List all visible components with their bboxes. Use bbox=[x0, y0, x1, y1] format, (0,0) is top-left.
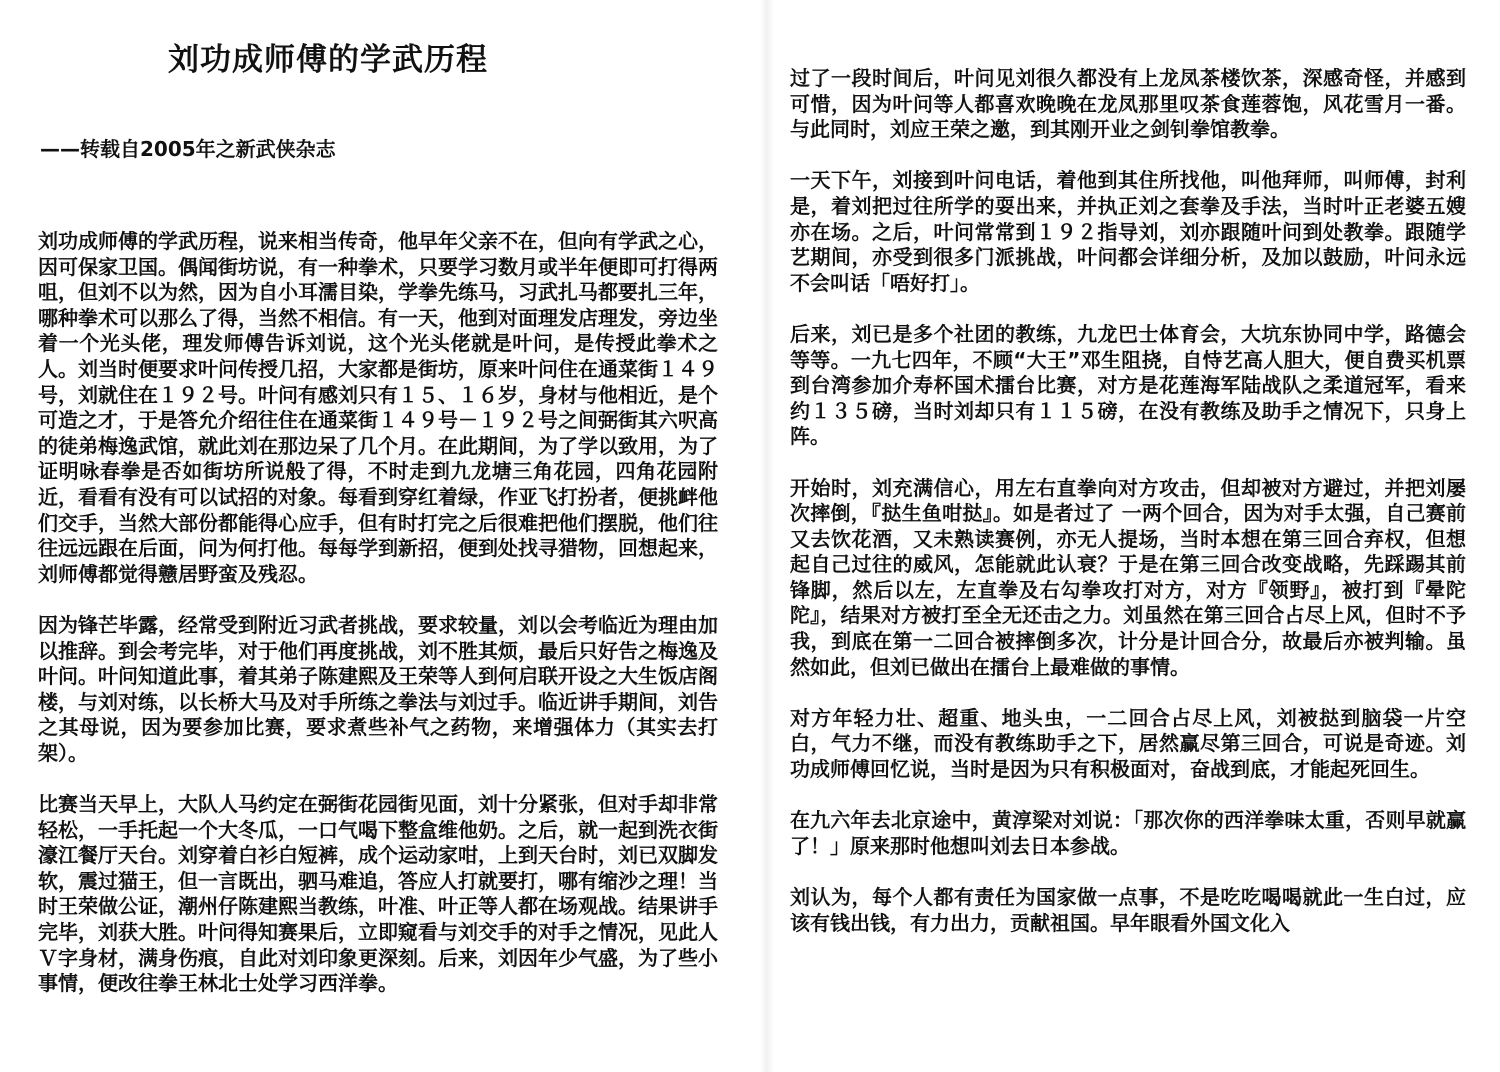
article-title: 刘功成师傅的学武历程 bbox=[168, 42, 488, 78]
article-subtitle: ——转载自2005年之新武侠杂志 bbox=[40, 137, 336, 161]
paragraph: 在九六年去北京途中，黄淳梁对刘说：「那次你的西洋拳味太重，否则早就赢了！」原来那时他想叫刘去日本参战。 bbox=[790, 808, 1466, 858]
paragraph: 比赛当天早上，大队人马约定在弼街花园街见面，刘十分紧张，但对手却非常轻松，一手托起一个大冬瓜，一口气喝下整盒维他奶。之后，就一起到洗衣街濠江餐厅天台。刘穿着白衫白短裤，成个运动家咁，上到天台时，刘已双脚发软，震过猫王，但一言既出，驷马难追，答应人打就要打，哪有缩沙之理！当时王荣做公证，潮州仔陈建熙当教练，叶准、叶正等人都在场观战。结果讲手完毕，刘获大胜。叶问得知赛果后，立即窥看与刘交手的对手之情况，见此人Ｖ字身材，满身伤痕，自此对刘印象更深刻。后来，刘因年少气盛，为了些小事情，便改往拳王林北士处学习西洋拳。 bbox=[38, 792, 718, 996]
paragraph: 刘认为，每个人都有责任为国家做一点事，不是吃吃喝喝就此一生白过，应该有钱出钱，有力出力，贡献祖国。早年眼看外国文化入 bbox=[790, 885, 1466, 935]
right-column bbox=[790, 66, 1466, 962]
paragraph: 开始时，刘充满信心，用左右直拳向对方攻击，但却被对方避过，并把刘屡次摔倒，『挞生鱼咁挞』。如是者过了 一两个回合，因为对手太强，自己赛前又去饮花酒，又未熟读赛例，亦无人提场，当时本想在第三回合弃权，但想起自己过往的威风，怎能就此认衰？于是在第三回合改变战略，先踩踢其前锋脚，然后以左，左直拳及右勾拳攻打对方，对方『领野』，被打到『晕陀陀』，结果对方被打至全无还击之力。刘虽然在第三回合占尽上风，但时不予我，到底在第一二回合被摔倒多次，计分是计回合分，故最后亦被判输。虽然如此，但刘已做出在擂台上最难做的事情。 bbox=[790, 475, 1466, 679]
paragraph: 过了一段时间后，叶问见刘很久都没有上龙凤茶楼饮茶，深感奇怪，并感到可惜，因为叶问等人都喜欢晚晚在龙凤那里叹茶食莲蓉饱，风花雪月一番。与此同时，刘应王荣之邀，到其刚开业之剑钊拳馆教拳。 bbox=[790, 66, 1466, 142]
paragraph: 对方年轻力壮、超重、地头虫，一二回合占尽上风，刘被挞到脑袋一片空白，气力不继，而没有教练助手之下，居然赢尽第三回合，可说是奇迹。刘功成师傅回忆说，当时是因为只有积极面对，奋战到底，才能起死回生。 bbox=[790, 705, 1466, 782]
paragraph: 刘功成师傅的学武历程，说来相当传奇，他早年父亲不在，但向有学武之心，因可保家卫国。偶闻街坊说，有一种拳术，只要学习数月或半年便即可打得两咀，但刘不以为然，因为自小耳濡目染，学拳先练马，习武扎马都要扎三年，哪种拳术可以那么了得，当然不相信。有一天，他到对面理发店理发，旁边坐着一个光头佬，理发师傅告诉刘说，这个光头佬就是叶问，是传授此拳术之人。刘当时便要求叶问传授几招，大家都是街坊，原来叶问住在通菜街１４９号，刘就住在１９２号。叶问有感刘只有１５、１６岁，身材与他相近，是个可造之才，于是答允介绍往住在通菜街１４９号－１９２号之间弼街其六呎高的徒弟梅逸武馆，就此刘在那边呆了几个月。在此期间，为了学以致用，为了证明咏春拳是否如街坊所说般了得，不时走到九龙塘三角花园，四角花园附近，看看有没有可以试招的对象。每看到穿红着绿，作亚飞打扮者，便挑衅他们交手，当然大部份都能得心应手，但有时打完之后很难把他们摆脱，他们往往远远跟在后面，问为何打他。每每学到新招，便到处找寻猎物，回想起来，刘师傅都觉得戆居野蛮及残忍。 bbox=[38, 229, 718, 586]
paragraph: 因为锋芒毕露，经常受到附近习武者挑战，要求较量，刘以会考临近为理由加以推辞。到会考完毕，对于他们再度挑战，刘不胜其烦，最后只好告之梅逸及叶问。叶问知道此事，着其弟子陈建熙及王荣等人到何启联开设之大生饭店阁楼，与刘对练，以长桥大马及对手所练之拳法与刘过手。临近讲手期间，刘告之其母说，因为要参加比赛，要求煮些补气之药物，来增强体力（其实去打架）。 bbox=[38, 612, 718, 765]
paragraph: 后来，刘已是多个社团的教练，九龙巴士体育会，大坑东协同中学，路德会等等。一九七四年，不顾“大王”邓生阻挠，自恃艺高人胆大，便自费买机票到台湾参加介寿杯国术擂台比赛，对方是花莲海军陆战队之柔道冠军，看来约１３５磅，当时刘却只有１１５磅，在没有教练及助手之情况下，只身上阵。 bbox=[790, 321, 1466, 449]
paragraph: 一天下午，刘接到叶问电话，着他到其住所找他，叫他拜师，叫师傅，封利是，着刘把过往所学的耍出来，并执正刘之套拳及手法，当时叶正老婆五嫂亦在场。之后，叶问常常到１９２指导刘，刘亦跟随叶问到处教拳。跟随学艺期间，亦受到很多门派挑战，叶问都会详细分析，及加以鼓励，叶问永远不会叫话「唔好打」。 bbox=[790, 168, 1466, 295]
left-column bbox=[38, 229, 718, 1022]
page-gutter bbox=[760, 0, 774, 1072]
